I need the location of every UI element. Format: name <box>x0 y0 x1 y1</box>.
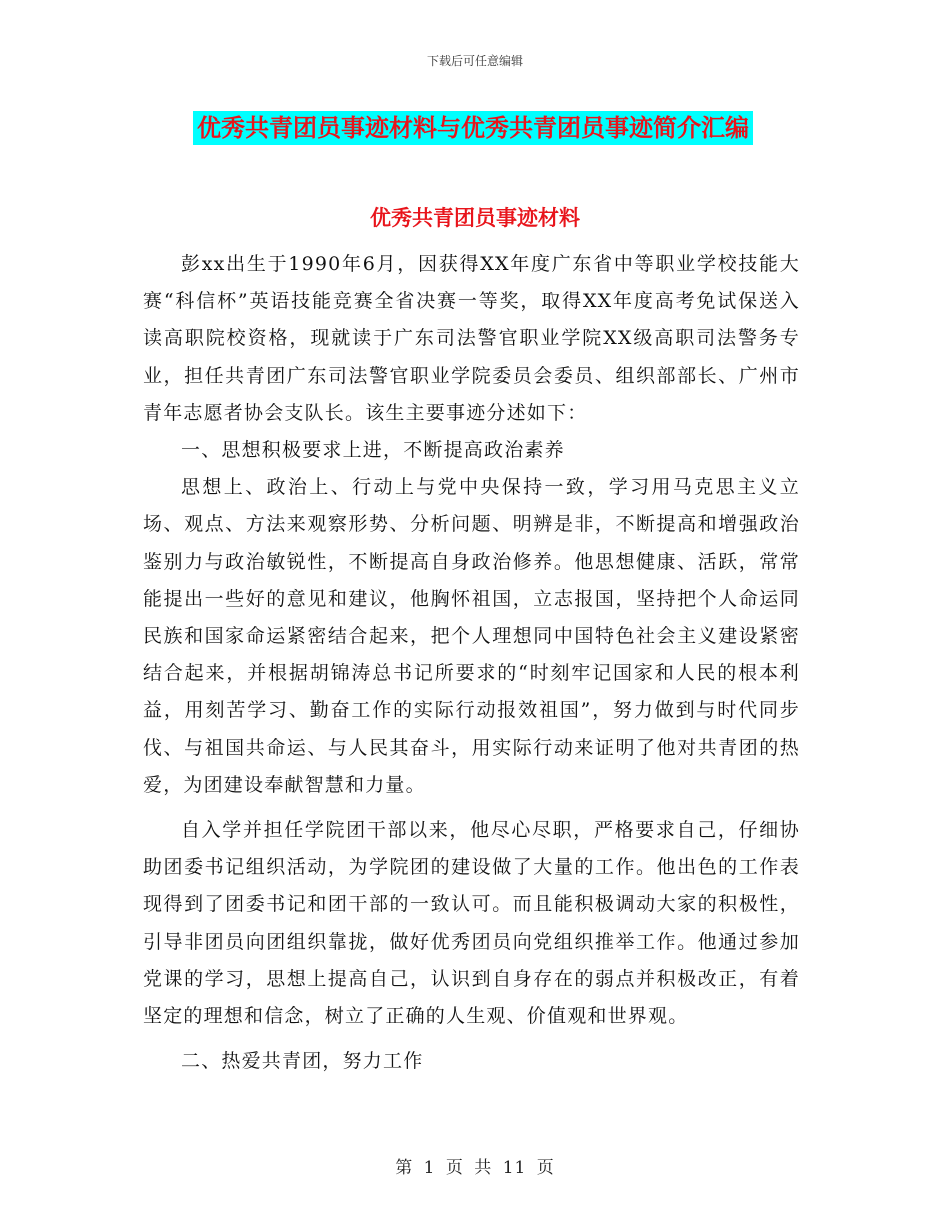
paragraph-thought: 思想上、政治上、行动上与党中央保持一致，学习用马克思主义立场、观点、方法来观察形势、分析问题、明辨是非，不断提高和增强政治鉴别力与政治敏锐性，不断提高自身政治修养。他思想健康、活跃，常常能提出一些好的意见和建议，他胸怀祖国，立志报国，坚持把个人命运同民族和国家命运紧密结合起来，把个人理想同中国特色社会主义建设紧密结合起来，并根据胡锦涛总书记所要求的“时刻牢记国家和人民的根本利益，用刻苦学习、勤奋工作的实际行动报效祖国”，努力做到与时代同步伐、与祖国共命运、与人民其奋斗，用实际行动来证明了他对共青团的热爱，为团建设奉献智慧和力量。 <box>143 476 800 796</box>
section-title: 优秀共青团员事迹材料 <box>370 206 580 230</box>
paragraph-heading-1: 一、思想积极要求上进，不断提高政治素养 <box>181 439 565 462</box>
document-body <box>143 246 800 1080</box>
paragraph-work: 自入学并担任学院团干部以来，他尽心尽职，严格要求自己，仔细协助团委书记组织活动，为学院团的建设做了大量的工作。他出色的工作表现得到了团委书记和团干部的一致认可。而且能积极调动大家的积极性，引导非团员向团组织靠拢，做好优秀团员向党组织推举工作。他通过参加党课的学习，思想上提高自己，认识到自身存在的弱点并积极改正，有着坚定的理想和信念，树立了正确的人生观、价值观和世界观。 <box>143 819 800 1028</box>
paragraph-heading-2: 二、热爱共青团，努力工作 <box>181 1050 424 1073</box>
page-number: 第 1 页 共 11 页 <box>395 1158 555 1178</box>
document-title: 优秀共青团员事迹材料与优秀共青团员事迹简介汇编 <box>193 111 753 145</box>
header-note: 下载后可任意编辑 <box>426 54 523 68</box>
paragraph-intro: 彭xx出生于1990年6月，因获得XX年度广东省中等职业学校技能大赛“科信杯”英语技能竞赛全省决赛一等奖，取得XX年度高考免试保送入读高职院校资格，现就读于广东司法警官职业学院XX级高职司法警务专业，担任共青团广东司法警官职业学院委员会委员、组织部部长、广州市青年志愿者协会支队长。该生主要事迹分述如下： <box>143 253 800 424</box>
